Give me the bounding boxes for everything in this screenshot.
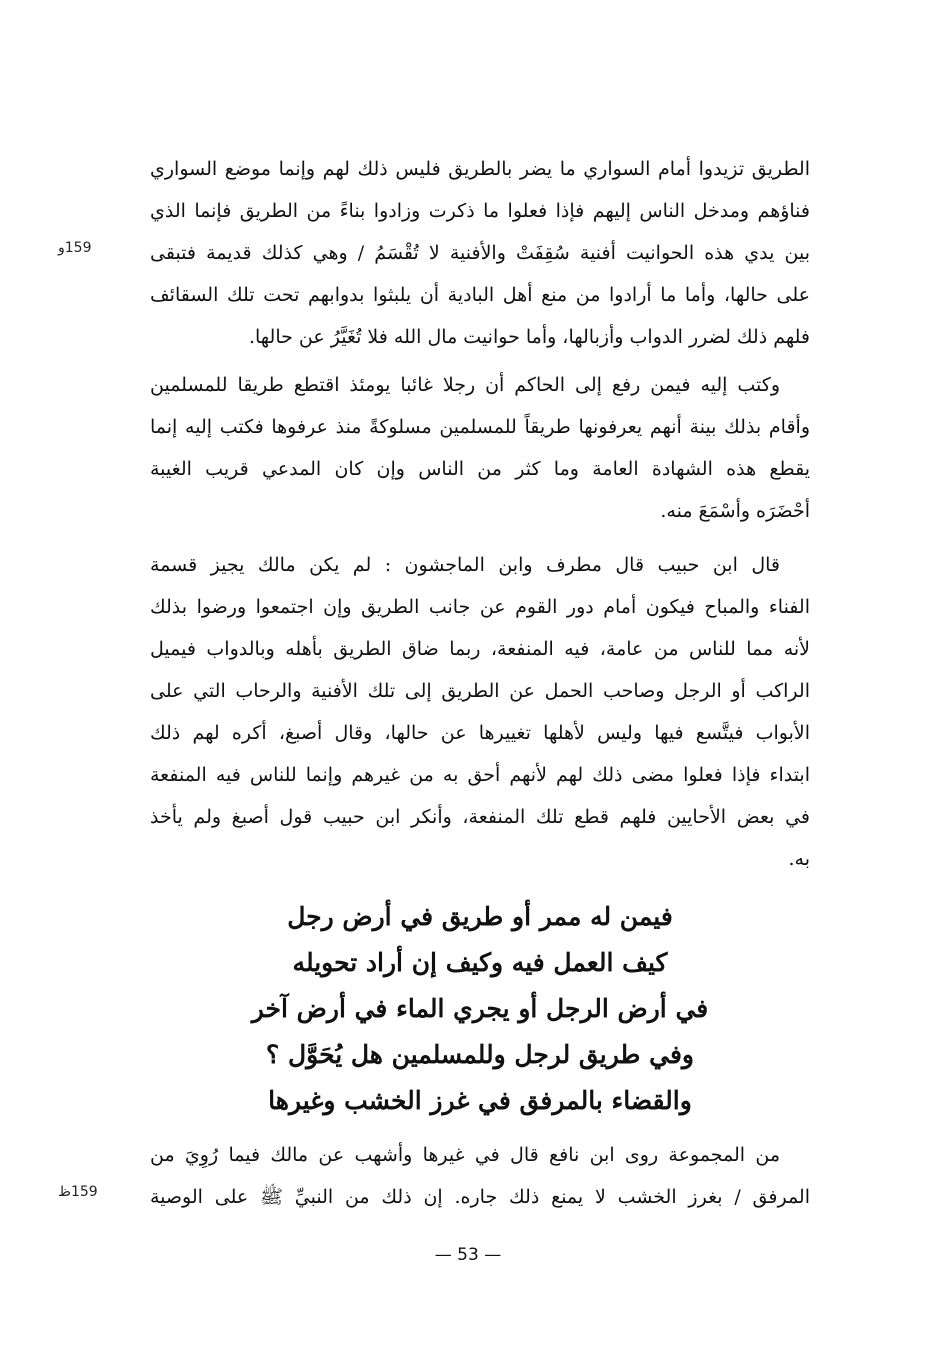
heading-line: فيمن له ممر أو طريق في أرض رجل [287, 902, 673, 931]
text-line: الفناء والمباح فيكون أمام دور القوم عن جانب الطريق وإن اجتمعوا ورضوا بذلك [150, 596, 810, 618]
text-line: على حالها، وأما ما أرادوا من منع أهل البادية أن يلبثوا بدوابهم تحت تلك السقائف [150, 284, 810, 306]
text-line: قال ابن حبيب قال مطرف وابن الماجشون : لم يكن مالك يجيز قسمة [150, 554, 780, 576]
text-line: في بعض الأحايين فلهم قطع تلك المنفعة، وأنكر ابن حبيب قول أصبغ ولم يأخذ [150, 806, 810, 828]
heading-line: وفي طريق لرجل وللمسلمين هل يُحَوَّل ؟ [266, 1040, 694, 1069]
text-line: المرفق / بغرز الخشب لا يمنع ذلك جاره. إن ذلك من النبيِّ ﷺ على الوصية [150, 1186, 810, 1208]
text-line: به. [788, 848, 810, 870]
text-line: يقطع هذه الشهادة العامة وما كثر من الناس وإن كان المدعي قريب الغيبة [150, 458, 810, 480]
text-line: فلهم ذلك لضرر الدواب وأزبالها، وأما حوانيت مال الله فلا تُغَيَّرُ عن حالها. [248, 326, 810, 348]
paragraph-2 [150, 364, 810, 532]
heading-line: في أرض الرجل أو يجري الماء في أرض آخر [251, 994, 709, 1023]
paragraph-3 [150, 544, 810, 880]
heading-line: والقضاء بالمرفق في غرز الخشب وغيرها [268, 1086, 692, 1115]
text-line: ابتداء فإذا فعلوا مضى ذلك لهم لأنهم أحق به من غيرهم وإنما للناس فيه المنفعة [150, 764, 810, 786]
paragraph-1 [150, 148, 810, 358]
text-line: وكتب إليه فيمن رفع إلى الحاكم أن رجلا غائبا يومئذ اقتطع طريقا للمسلمين [150, 374, 780, 396]
text-line: فناؤهم ومدخل الناس إليهم فإذا فعلوا ما ذكرت وزادوا بناءً من الطريق فإنما الذي [150, 200, 810, 222]
heading-line: كيف العمل فيه وكيف إن أراد تحويله [292, 948, 668, 977]
text-line: وأقام بذلك بينة أنهم يعرفونها طريقاً للمسلمين مسلوكةً منذ عرفوها فكتب إليه إنما [150, 416, 810, 438]
folio-note-recto: 159و [58, 240, 92, 256]
paragraph-4 [150, 1134, 810, 1218]
text-line: لأنه مما للناس من عامة، فيه المنفعة، ربما ضاق الطريق بأهله وبالدواب فيميل [150, 638, 810, 660]
text-line: أحْضَرَه وأسْمَعَ منه. [660, 500, 810, 522]
text-line: من المجموعة روى ابن نافع قال في غيرها وأشهب عن مالك فيما رُوِيَ من [150, 1144, 780, 1166]
folio-note-verso: 159ظ [58, 1184, 98, 1200]
page-number: — 53 — [434, 1245, 502, 1265]
section-heading [150, 894, 810, 1124]
text-line: الأبواب فيتَّسع فيها وليس لأهلها تغييرها عن حالها، وقال أصبغ، أكره لهم ذلك [150, 722, 810, 744]
text-line: بين يدي هذه الحوانيت أفنية سُقِفَتْ والأفنية لا تُقْسَمُ / وهي كذلك قديمة فتبقى [150, 242, 810, 264]
text-line: الطريق تزيدوا أمام السواري ما يضر بالطريق فليس ذلك لهم وإنما موضع السواري [150, 158, 810, 180]
text-line: الراكب أو الرجل وصاحب الحمل عن الطريق إلى تلك الأفنية والرحاب التي على [150, 680, 810, 702]
